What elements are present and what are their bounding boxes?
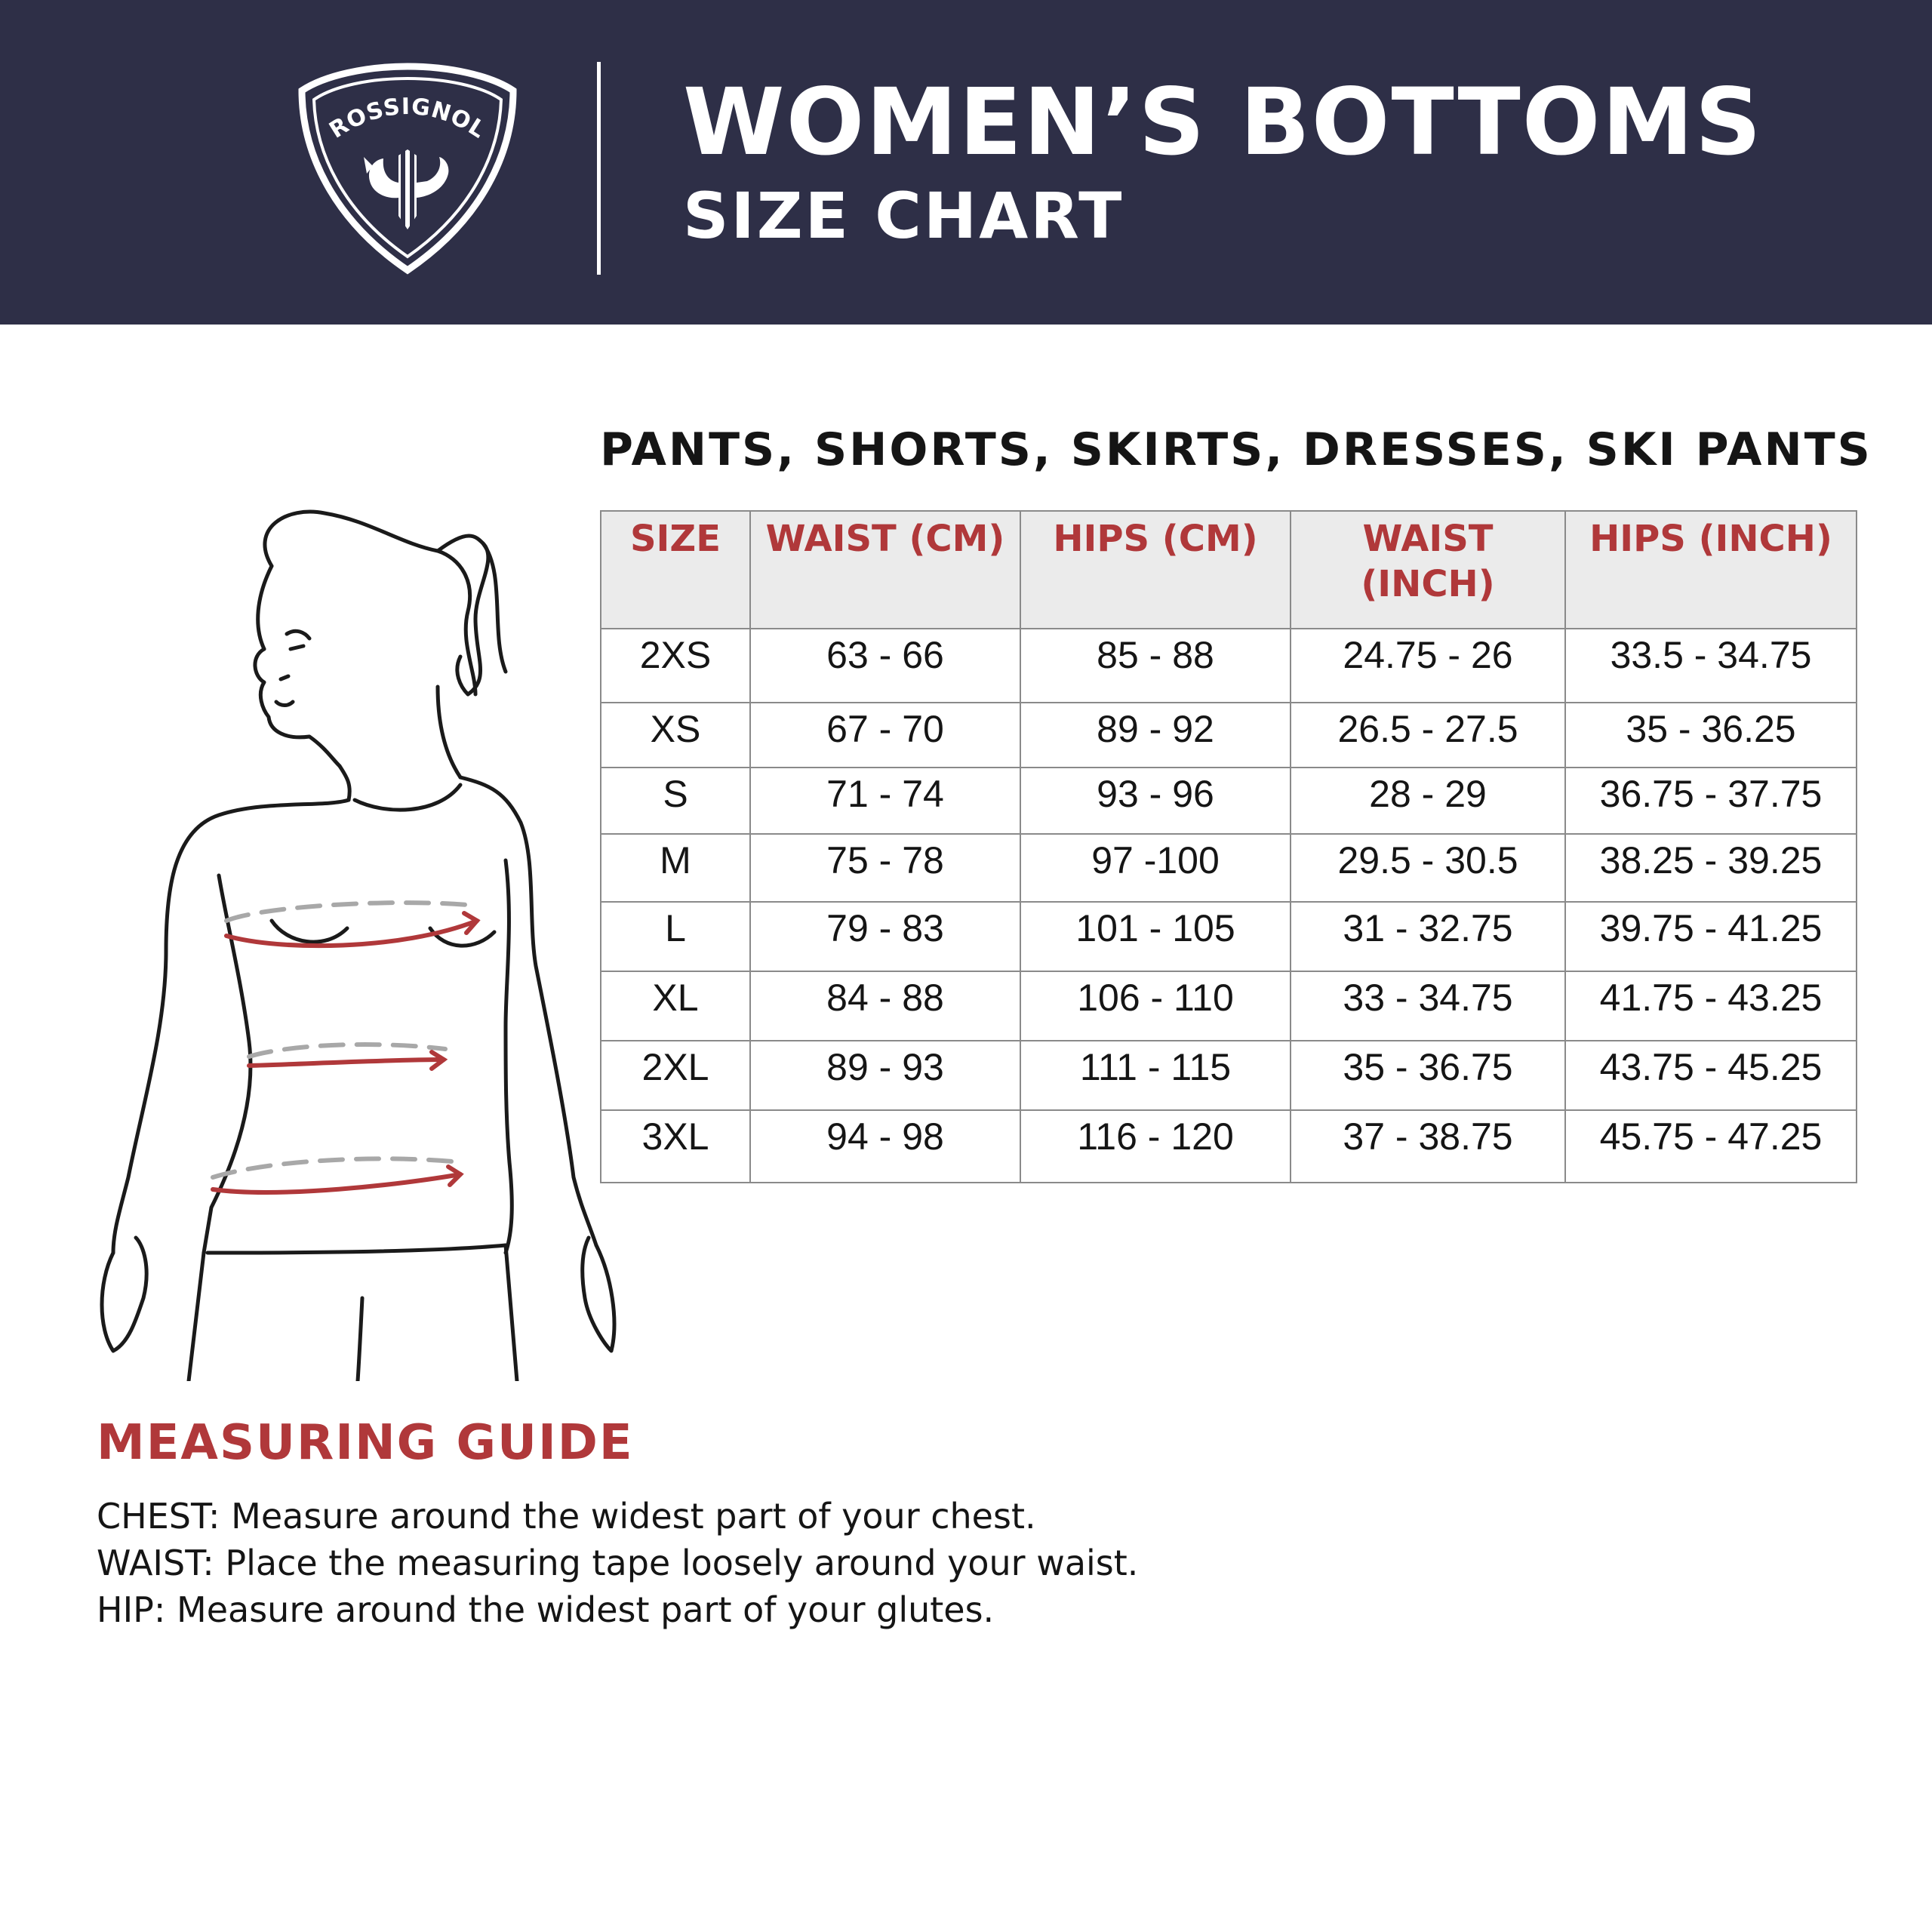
cell-hips-inch: 41.75 - 43.25: [1565, 971, 1857, 1041]
table-row: [601, 703, 1857, 768]
measuring-guide-title: MEASURING GUIDE: [97, 1415, 634, 1471]
svg-text:ROSSIGNOL: ROSSIGNOL: [325, 93, 491, 144]
column-header-size: SIZE: [601, 511, 750, 629]
cell-size: M: [601, 834, 750, 902]
cell-hips-inch: 43.75 - 45.25: [1565, 1041, 1857, 1110]
cell-hips-inch: 45.75 - 47.25: [1565, 1110, 1857, 1183]
cell-waist-cm: 84 - 88: [750, 971, 1020, 1041]
table-row: [601, 1110, 1857, 1183]
cell-waist-inch: 26.5 - 27.5: [1291, 703, 1565, 768]
cell-size: S: [601, 768, 750, 834]
cell-hips-inch: 39.75 - 41.25: [1565, 902, 1857, 971]
table-row: [601, 629, 1857, 703]
cell-size: 2XL: [601, 1041, 750, 1110]
cell-hips-cm: 93 - 96: [1020, 768, 1291, 834]
cell-hips-cm: 85 - 88: [1020, 629, 1291, 703]
cell-waist-inch: 28 - 29: [1291, 768, 1565, 834]
cell-size: XL: [601, 971, 750, 1041]
page-title: WOMEN’S BOTTOMS: [683, 69, 1763, 176]
table-header-row: [601, 511, 1857, 629]
cell-waist-inch: 37 - 38.75: [1291, 1110, 1565, 1183]
cell-hips-cm: 106 - 110: [1020, 971, 1291, 1041]
cell-hips-cm: 101 - 105: [1020, 902, 1291, 971]
size-table: [600, 510, 1857, 1183]
cell-hips-cm: 89 - 92: [1020, 703, 1291, 768]
cell-waist-cm: 63 - 66: [750, 629, 1020, 703]
header-banner: [0, 0, 1932, 325]
column-header-hips-inch: HIPS (INCH): [1565, 511, 1857, 629]
table-row: [601, 1041, 1857, 1110]
section-heading: PANTS, SHORTS, SKIRTS, DRESSES, SKI PANTS: [600, 423, 1872, 476]
cell-waist-inch: 29.5 - 30.5: [1291, 834, 1565, 902]
table-row: [601, 902, 1857, 971]
cell-waist-inch: 31 - 32.75: [1291, 902, 1565, 971]
cell-size: L: [601, 902, 750, 971]
cell-waist-cm: 94 - 98: [750, 1110, 1020, 1183]
cell-waist-cm: 67 - 70: [750, 703, 1020, 768]
cell-hips-inch: 36.75 - 37.75: [1565, 768, 1857, 834]
table-row: [601, 971, 1857, 1041]
cell-hips-cm: 111 - 115: [1020, 1041, 1291, 1110]
cell-hips-inch: 38.25 - 39.25: [1565, 834, 1857, 902]
cell-waist-cm: 75 - 78: [750, 834, 1020, 902]
table-row: [601, 834, 1857, 902]
guide-line-hip: HIP: Measure around the widest part of your glutes.: [97, 1589, 995, 1630]
woman-figure-illustration-icon: [83, 498, 626, 1381]
cell-hips-cm: 97 -100: [1020, 834, 1291, 902]
cell-size: 3XL: [601, 1110, 750, 1183]
guide-line-chest: CHEST: Measure around the widest part of your chest.: [97, 1496, 1036, 1537]
cell-hips-inch: 35 - 36.25: [1565, 703, 1857, 768]
cell-waist-inch: 35 - 36.75: [1291, 1041, 1565, 1110]
cell-size: 2XS: [601, 629, 750, 703]
column-header-waist-cm: WAIST (CM): [750, 511, 1020, 629]
cell-waist-cm: 79 - 83: [750, 902, 1020, 971]
cell-hips-cm: 116 - 120: [1020, 1110, 1291, 1183]
header-divider: [597, 62, 601, 275]
page-subtitle: SIZE CHART: [683, 179, 1124, 253]
column-header-hips-cm: HIPS (CM): [1020, 511, 1291, 629]
cell-waist-cm: 89 - 93: [750, 1041, 1020, 1110]
cell-size: XS: [601, 703, 750, 768]
rossignol-logo-icon: [294, 60, 521, 275]
column-header-waist-inch: WAIST (INCH): [1291, 511, 1565, 629]
cell-hips-inch: 33.5 - 34.75: [1565, 629, 1857, 703]
cell-waist-inch: 33 - 34.75: [1291, 971, 1565, 1041]
guide-line-waist: WAIST: Place the measuring tape loosely around your waist.: [97, 1543, 1139, 1583]
cell-waist-inch: 24.75 - 26: [1291, 629, 1565, 703]
cell-waist-cm: 71 - 74: [750, 768, 1020, 834]
table-row: [601, 768, 1857, 834]
